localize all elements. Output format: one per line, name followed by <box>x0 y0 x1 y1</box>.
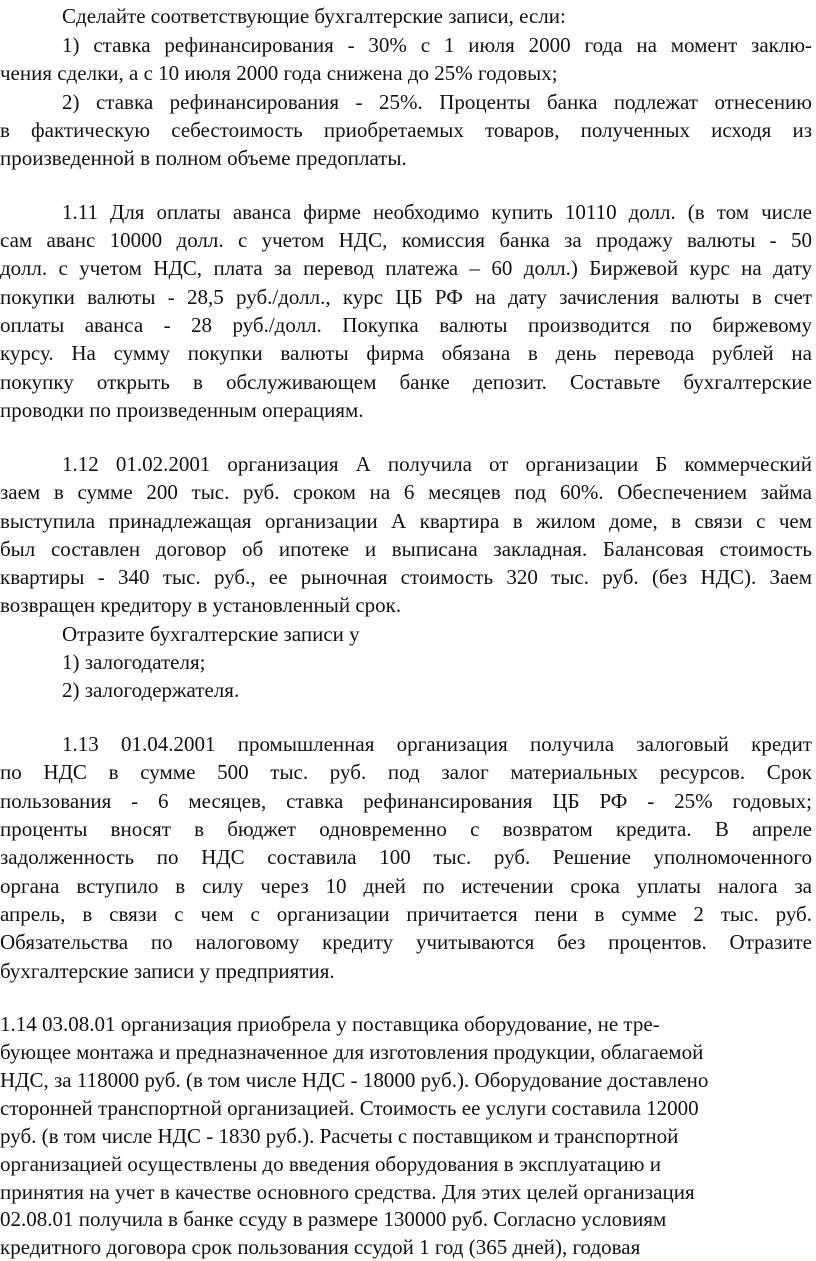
intro-item1-line1: 1) ставка рефинансирования - 30% с 1 июля 2000 года на момент заклю- <box>62 33 812 57</box>
task-1-13-line: проценты вносят в бюджет одновременно с возвратом кредита. В апреле <box>0 817 812 841</box>
task-1-14-line: кредитного договора срок пользования ссудой 1 год (365 дней), годовая <box>0 1235 641 1259</box>
intro-item2-line1: 2) ставка рефинансирования - 25%. Проценты банка подлежат отнесению <box>62 90 812 114</box>
task-1-12-line: был составлен договор об ипотеке и выписана закладная. Балансовая стоимость <box>0 537 812 561</box>
task-1-12-option-1: 1) залогодателя; <box>62 650 206 674</box>
task-1-12-line: возвращен кредитору в установленный срок. <box>0 593 402 617</box>
task-1-14-line: организацией осуществлены до введения оборудования в эксплуатацию и <box>0 1152 661 1176</box>
task-1-14-line: принятия на учет в качестве основного средства. Для этих целей организация <box>0 1180 695 1204</box>
task-1-11-line: покупку открыть в обслуживающем банке депозит. Составьте бухгалтерские <box>0 370 812 394</box>
task-1-14-line: 02.08.01 получила в банке ссуду в размере 130000 руб. Согласно условиям <box>0 1207 667 1231</box>
task-1-14-line: бующее монтажа и предназначенное для изготовления продукции, облагаемой <box>0 1040 704 1064</box>
task-1-12-line: 1.12 01.02.2001 организация А получила от организации Б коммерческий <box>62 452 812 476</box>
task-1-11-line: проводки по произведенным операциям. <box>0 398 364 422</box>
task-1-13-line: по НДС в сумме 500 тыс. руб. под залог материальных ресурсов. Срок <box>0 760 812 784</box>
task-1-11-line: курсу. На сумму покупки валюты фирма обязана в день перевода рублей на <box>0 341 812 365</box>
task-1-12-line: заем в сумме 200 тыс. руб. сроком на 6 месяцев под 60%. Обеспечением займа <box>0 480 812 504</box>
intro-item2-line2: в фактическую себестоимость приобретаемых товаров, полученных исходя из <box>0 118 812 142</box>
task-1-14-line: 1.14 03.08.01 организация приобрела у поставщика оборудование, не тре- <box>0 1012 660 1036</box>
task-1-12-line: квартиры - 340 тыс. руб., ее рыночная стоимость 320 тыс. руб. (без НДС). Заем <box>0 565 812 589</box>
task-1-11-line: сам аванс 10000 долл. с учетом НДС, комиссия банка за продажу валюты - 50 <box>0 228 812 252</box>
intro-heading: Сделайте соответствующие бухгалтерские записи, если: <box>62 4 566 28</box>
task-1-13-line: задолженность по НДС составила 100 тыс. руб. Решение уполномоченного <box>0 845 812 869</box>
task-1-11-line: покупки валюты - 28,5 руб./долл., курс ЦБ РФ на дату зачисления валюты в счет <box>0 285 812 309</box>
task-1-13-line: органа вступило в силу через 10 дней по истечении срока уплаты налога за <box>0 874 812 898</box>
task-1-14-line: НДС, за 118000 руб. (в том числе НДС - 18000 руб.). Оборудование доставлено <box>0 1068 709 1092</box>
task-1-13-line: бухгалтерские записи у предприятия. <box>0 959 335 983</box>
task-1-11-line: 1.11 Для оплаты аванса фирме необходимо купить 10110 долл. (в том числе <box>62 200 812 224</box>
task-1-12-option-2: 2) залогодержателя. <box>62 678 240 702</box>
intro-item1-line2: чения сделки, а с 10 июля 2000 года снижена до 25% годовых; <box>0 61 558 85</box>
task-1-13-line: пользования - 6 месяцев, ставка рефинансирования ЦБ РФ - 25% годовых; <box>0 789 812 813</box>
task-1-13-line: апрель, в связи с чем с организации причитается пени в сумме 2 тыс. руб. <box>0 902 812 926</box>
task-1-12-instruction: Отразите бухгалтерские записи у <box>62 622 360 646</box>
task-1-14-line: руб. (в том числе НДС - 1830 руб.). Расчеты с поставщиком и транспортной <box>0 1124 679 1148</box>
task-1-11-line: оплаты аванса - 28 руб./долл. Покупка валюты производится по биржевому <box>0 313 812 337</box>
intro-item2-line3: произведенной в полном объеме предоплаты. <box>0 146 407 170</box>
task-1-13-line: 1.13 01.04.2001 промышленная организация получила залоговый кредит <box>62 732 812 756</box>
task-1-14-line: сторонней транспортной организацией. Стоимость ее услуги составила 12000 <box>0 1096 699 1120</box>
task-1-12-line: выступила принадлежащая организации А квартира в жилом доме, в связи с чем <box>0 509 812 533</box>
task-1-11-line: долл. с учетом НДС, плата за перевод платежа – 60 долл.) Биржевой курс на дату <box>0 256 812 280</box>
task-1-13-line: Обязательства по налоговому кредиту учитываются без процентов. Отразите <box>0 930 812 954</box>
